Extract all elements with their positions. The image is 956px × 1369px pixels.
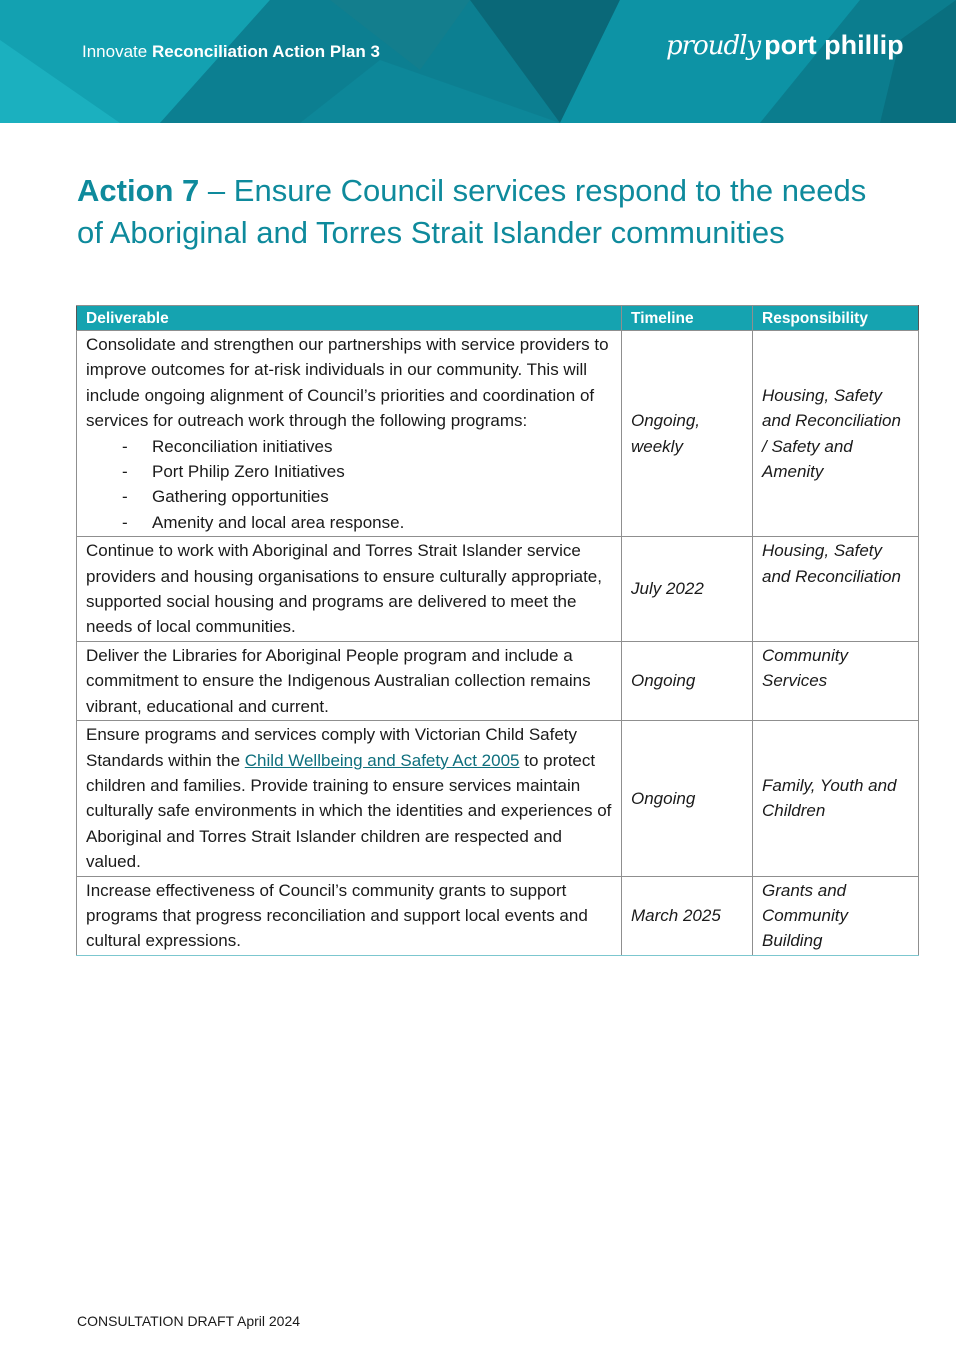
document-title-main: Reconciliation Action Plan 3 bbox=[151, 42, 380, 61]
action-table bbox=[76, 305, 919, 956]
document-title-prefix: Innovate bbox=[82, 42, 148, 61]
deliverable-text-before: Ensure programs and services comply with Victorian Child Safety Standards within the bbox=[86, 725, 578, 770]
table-header-row bbox=[77, 306, 919, 331]
table-row bbox=[77, 876, 919, 955]
footer-text: CONSULTATION DRAFT April 2024 bbox=[77, 1313, 301, 1329]
responsibility-cell: Housing, Safety and Reconciliation bbox=[753, 537, 919, 642]
deliverable-text-after: to protect children and families. Provide training to ensure services maintain culturally safe environments in which the identities and experiences of Aboriginal and Torres Strait Islander children are respected and valued. bbox=[86, 750, 612, 872]
program-item: - Port Philip Zero Initiatives bbox=[86, 459, 613, 484]
program-item: - Amenity and local area response. bbox=[86, 510, 613, 535]
document-title bbox=[82, 42, 380, 62]
action-number: Action 7 bbox=[77, 173, 200, 208]
timeline-cell: Ongoing bbox=[622, 721, 753, 876]
table-row bbox=[77, 721, 919, 876]
act-link[interactable]: Child Wellbeing and Safety Act 2005 bbox=[244, 750, 520, 770]
deliverable-cell bbox=[77, 721, 622, 876]
timeline-cell: March 2025 bbox=[622, 876, 753, 955]
deliverable-cell: Deliver the Libraries for Aboriginal People program and include a commitment to ensure the Indigenous Australian collection remains vibrant, educational and current. bbox=[77, 641, 622, 720]
column-header-timeline: Timeline bbox=[622, 306, 753, 331]
deliverable-cell bbox=[77, 331, 622, 537]
timeline-cell: Ongoing, weekly bbox=[622, 331, 753, 537]
timeline-cell: Ongoing bbox=[622, 641, 753, 720]
table-row bbox=[77, 331, 919, 537]
program-list bbox=[86, 434, 613, 536]
header-banner bbox=[0, 0, 956, 123]
logo-bold-text: port phillip bbox=[764, 30, 904, 60]
action-heading bbox=[77, 170, 877, 253]
deliverable-cell: Increase effectiveness of Council’s community grants to support programs that progress reconciliation and support local events and cultural expressions. bbox=[77, 876, 622, 955]
action-title: – Ensure Council services respond to the needs of Aboriginal and Torres Strait Islander communities bbox=[77, 173, 867, 250]
program-item: - Reconciliation initiatives bbox=[86, 434, 613, 459]
responsibility-cell: Community Services bbox=[753, 641, 919, 720]
deliverable-text: Consolidate and strengthen our partnerships with service providers to improve outcomes for at-risk individuals in our community. This will include ongoing alignment of Council’s priorities and coordination of services for outreach work through the following programs: bbox=[86, 335, 609, 431]
timeline-cell: July 2022 bbox=[622, 537, 753, 642]
program-item: - Gathering opportunities bbox=[86, 484, 613, 509]
table-row bbox=[77, 641, 919, 720]
logo-script-text: proudly bbox=[666, 31, 761, 61]
table-row bbox=[77, 537, 919, 642]
column-header-responsibility: Responsibility bbox=[753, 306, 919, 331]
responsibility-cell: Housing, Safety and Reconciliation / Safety and Amenity bbox=[753, 331, 919, 537]
column-header-deliverable: Deliverable bbox=[77, 306, 622, 331]
deliverable-cell: Continue to work with Aboriginal and Torres Strait Islander service providers and housing organisations to ensure culturally appropriate, supported social housing and programs are delivered to meet the needs of local communities. bbox=[77, 537, 622, 642]
responsibility-cell: Grants and Community Building bbox=[753, 876, 919, 955]
responsibility-cell: Family, Youth and Children bbox=[753, 721, 919, 876]
council-logo bbox=[666, 30, 904, 61]
